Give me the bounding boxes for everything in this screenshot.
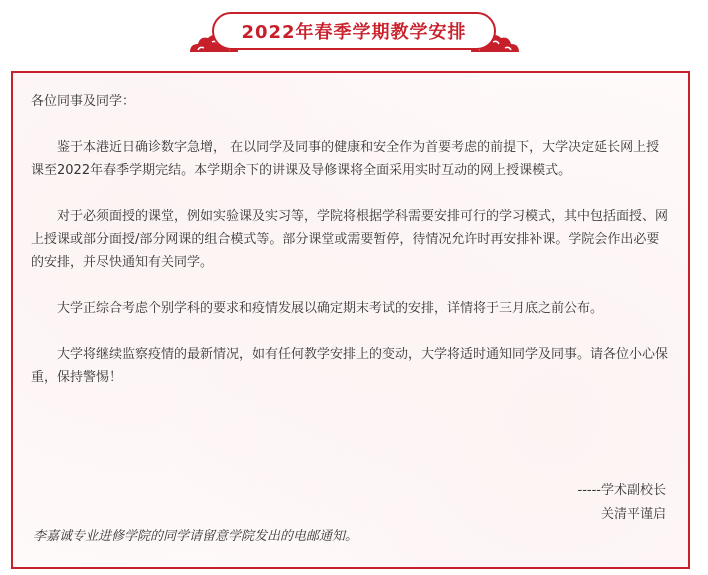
page-title: 2022年春季学期教学安排	[241, 22, 467, 43]
title-pill	[212, 12, 496, 50]
salutation: 各位同事及同学：	[31, 94, 136, 109]
letter-body	[31, 90, 671, 412]
paragraph-2: 对于必须面授的课堂，例如实验课及实习等，学院将根据学科需要安排可行的学习模式，其中包括面授、网上授课或部分面授/部分网课的组合模式等。部分课堂或需要暂停，待情况允许时再安排补课。学院会作出必要的安排，并尽快通知有关同学。	[31, 209, 669, 270]
signature-title: -----学术副校长	[577, 483, 666, 498]
paragraph-1: 鉴于本港近日确诊数字急增， 在以同学及同事的健康和安全作为首要考虑的前提下，大学决定延长网上授课至2022年春季学期完结。本学期余下的讲课及导修课将全面采用实时互动的网上授课模式。	[31, 140, 660, 178]
signature-name: 关清平谨启	[600, 507, 666, 522]
header-banner	[0, 0, 708, 62]
paragraph-4: 大学将继续监察疫情的最新情况，如有任何教学安排上的变动，大学将适时通知同学及同事。请各位小心保重，保持警惕！	[31, 347, 669, 385]
footnote: 李嘉诚专业进修学院的同学请留意学院发出的电邮通知。	[33, 529, 359, 544]
paragraph-3: 大学正综合考虑个别学科的要求和疫情发展以确定期末考试的安排，详情将于三月底之前公布。	[57, 301, 604, 316]
letter-frame	[11, 71, 690, 569]
signature-block	[578, 479, 666, 527]
